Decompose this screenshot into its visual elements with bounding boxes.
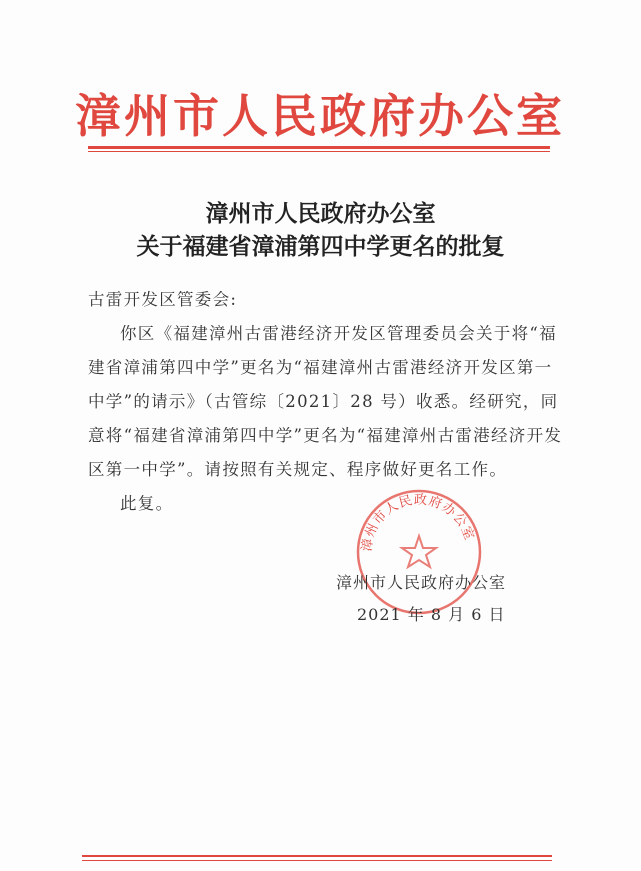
- footer-rule-thick: [82, 855, 552, 857]
- body-line: 中学”的请示》（古管综〔2021〕28 号）收悉。经研究，同: [88, 392, 559, 411]
- doc-title-line2: 关于福建省漳浦第四中学更名的批复: [136, 233, 505, 260]
- doc-title-line1: 漳州市人民政府办公室: [205, 200, 436, 227]
- body-line: 建省漳浦第四中学”更名为“福建漳州古雷港经济开发区第一: [88, 358, 553, 377]
- body-line: 意将“福建省漳浦第四中学”更名为“福建漳州古雷港经济开发: [88, 426, 563, 445]
- seal-star-icon: [402, 536, 436, 567]
- letterhead-rule-thick: [88, 146, 550, 149]
- official-seal: [355, 488, 483, 616]
- body-line: 区第一中学”。请按照有关规定、程序做好更名工作。: [88, 460, 508, 479]
- letterhead-org: 漳州市人民政府办公室: [75, 89, 565, 143]
- seal-text: 漳州市人民政府办公室: [359, 492, 477, 553]
- letterhead-rule-thin: [88, 151, 550, 152]
- salutation: 古雷开发区管委会:: [88, 290, 238, 309]
- footer-rule-thin: [82, 860, 552, 861]
- closing: 此复。: [120, 494, 174, 513]
- svg-text:漳州市人民政府办公室: [359, 493, 477, 553]
- body-line: 你区《福建漳州古雷港经济开发区管理委员会关于将“福: [120, 324, 557, 343]
- signature-date: 2021 年 8 月 6 日: [357, 605, 506, 624]
- signature-org: 漳州市人民政府办公室: [336, 573, 507, 592]
